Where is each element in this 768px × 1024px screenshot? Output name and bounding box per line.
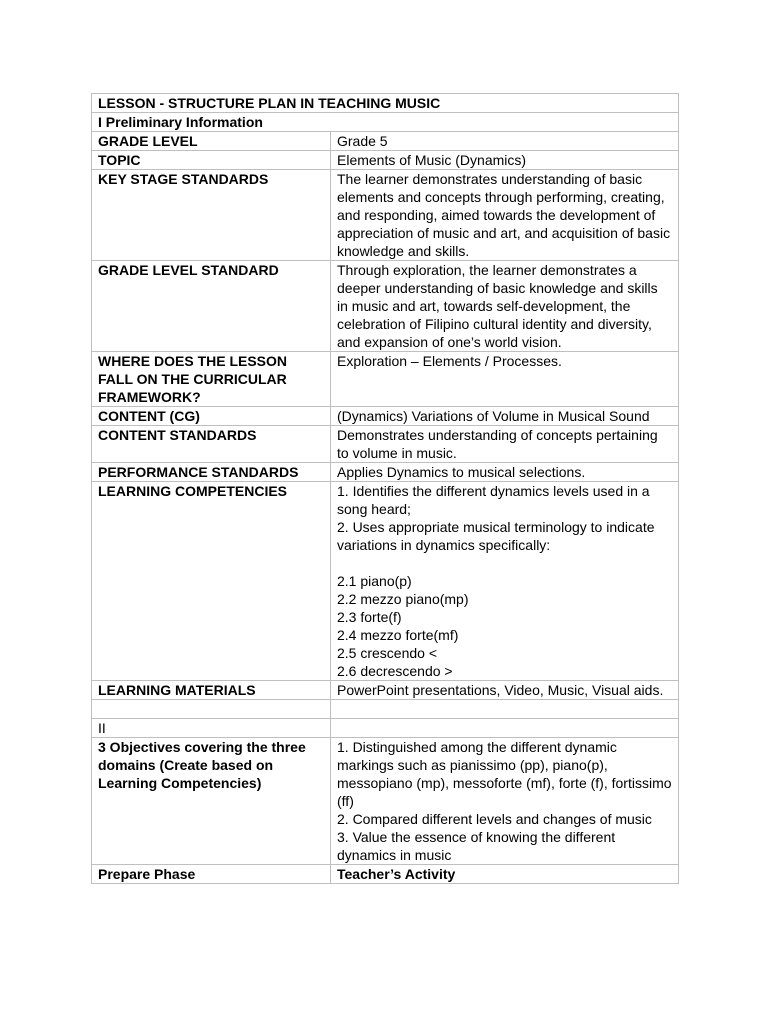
table-row bbox=[92, 261, 679, 352]
row-label: CONTENT (CG) bbox=[92, 407, 331, 426]
phase-value: Teacher’s Activity bbox=[331, 865, 679, 884]
row-label: GRADE LEVEL bbox=[92, 132, 331, 151]
table-row bbox=[92, 132, 679, 151]
table-row bbox=[92, 151, 679, 170]
spacer-row bbox=[92, 700, 679, 719]
section-header-two: II bbox=[92, 719, 331, 738]
table-row bbox=[92, 681, 679, 700]
row-value: Grade 5 bbox=[331, 132, 679, 151]
objectives-value: 1. Distinguished among the different dynamic markings such as pianissimo (pp), piano(p), messopiano (mp), messoforte (mf), forte (f), fortissimo (ff) 2. Compared different levels and changes of music 3. Value the essence of knowing the different dynamics in music bbox=[331, 738, 679, 865]
row-label: GRADE LEVEL STANDARD bbox=[92, 261, 331, 352]
phase-label: Prepare Phase bbox=[92, 865, 331, 884]
row-label: PERFORMANCE STANDARDS bbox=[92, 463, 331, 482]
title-row bbox=[92, 94, 679, 113]
table-row bbox=[92, 463, 679, 482]
row-value: Demonstrates understanding of concepts pertaining to volume in music. bbox=[331, 426, 679, 463]
table-row bbox=[92, 407, 679, 426]
row-label: LEARNING MATERIALS bbox=[92, 681, 331, 700]
row-value: The learner demonstrates understanding of basic elements and concepts through performing, creating, and responding, aimed towards the development of appreciation of music and art, and acquisition of basic knowledge and skills. bbox=[331, 170, 679, 261]
row-value: Elements of Music (Dynamics) bbox=[331, 151, 679, 170]
objectives-label: 3 Objectives covering the three domains (Create based on Learning Competencies) bbox=[92, 738, 331, 865]
empty-cell bbox=[331, 719, 679, 738]
row-value: Exploration – Elements / Processes. bbox=[331, 352, 679, 407]
empty-cell bbox=[92, 700, 331, 719]
section-header-row bbox=[92, 719, 679, 738]
row-value: Applies Dynamics to musical selections. bbox=[331, 463, 679, 482]
row-label: KEY STAGE STANDARDS bbox=[92, 170, 331, 261]
lesson-title: LESSON - STRUCTURE PLAN IN TEACHING MUSIC bbox=[92, 94, 679, 113]
table-row bbox=[92, 352, 679, 407]
table-row bbox=[92, 865, 679, 884]
section-header-preliminary: I Preliminary Information bbox=[92, 113, 679, 132]
row-value: PowerPoint presentations, Video, Music, Visual aids. bbox=[331, 681, 679, 700]
table-row bbox=[92, 170, 679, 261]
row-label: WHERE DOES THE LESSON FALL ON THE CURRICULAR FRAMEWORK? bbox=[92, 352, 331, 407]
lesson-plan-table bbox=[91, 93, 679, 884]
row-value: (Dynamics) Variations of Volume in Musical Sound bbox=[331, 407, 679, 426]
row-label: TOPIC bbox=[92, 151, 331, 170]
empty-cell bbox=[331, 700, 679, 719]
row-value: Through exploration, the learner demonstrates a deeper understanding of basic knowledge and skills in music and art, towards self-development, the celebration of Filipino cultural identity and diversity, and expansion of one’s world vision. bbox=[331, 261, 679, 352]
row-value: 1. Identifies the different dynamics levels used in a song heard; 2. Uses appropriate musical terminology to indicate variations in dynamics specifically: 2.1 piano(p) 2.2 mezzo piano(mp) 2.3 forte(f) 2.4 mezzo forte(mf) 2.5 crescendo < 2.6 decrescendo > bbox=[331, 482, 679, 681]
section-header-row bbox=[92, 113, 679, 132]
table-row bbox=[92, 426, 679, 463]
table-row bbox=[92, 482, 679, 681]
row-label: LEARNING COMPETENCIES bbox=[92, 482, 331, 681]
table-row bbox=[92, 738, 679, 865]
row-label: CONTENT STANDARDS bbox=[92, 426, 331, 463]
